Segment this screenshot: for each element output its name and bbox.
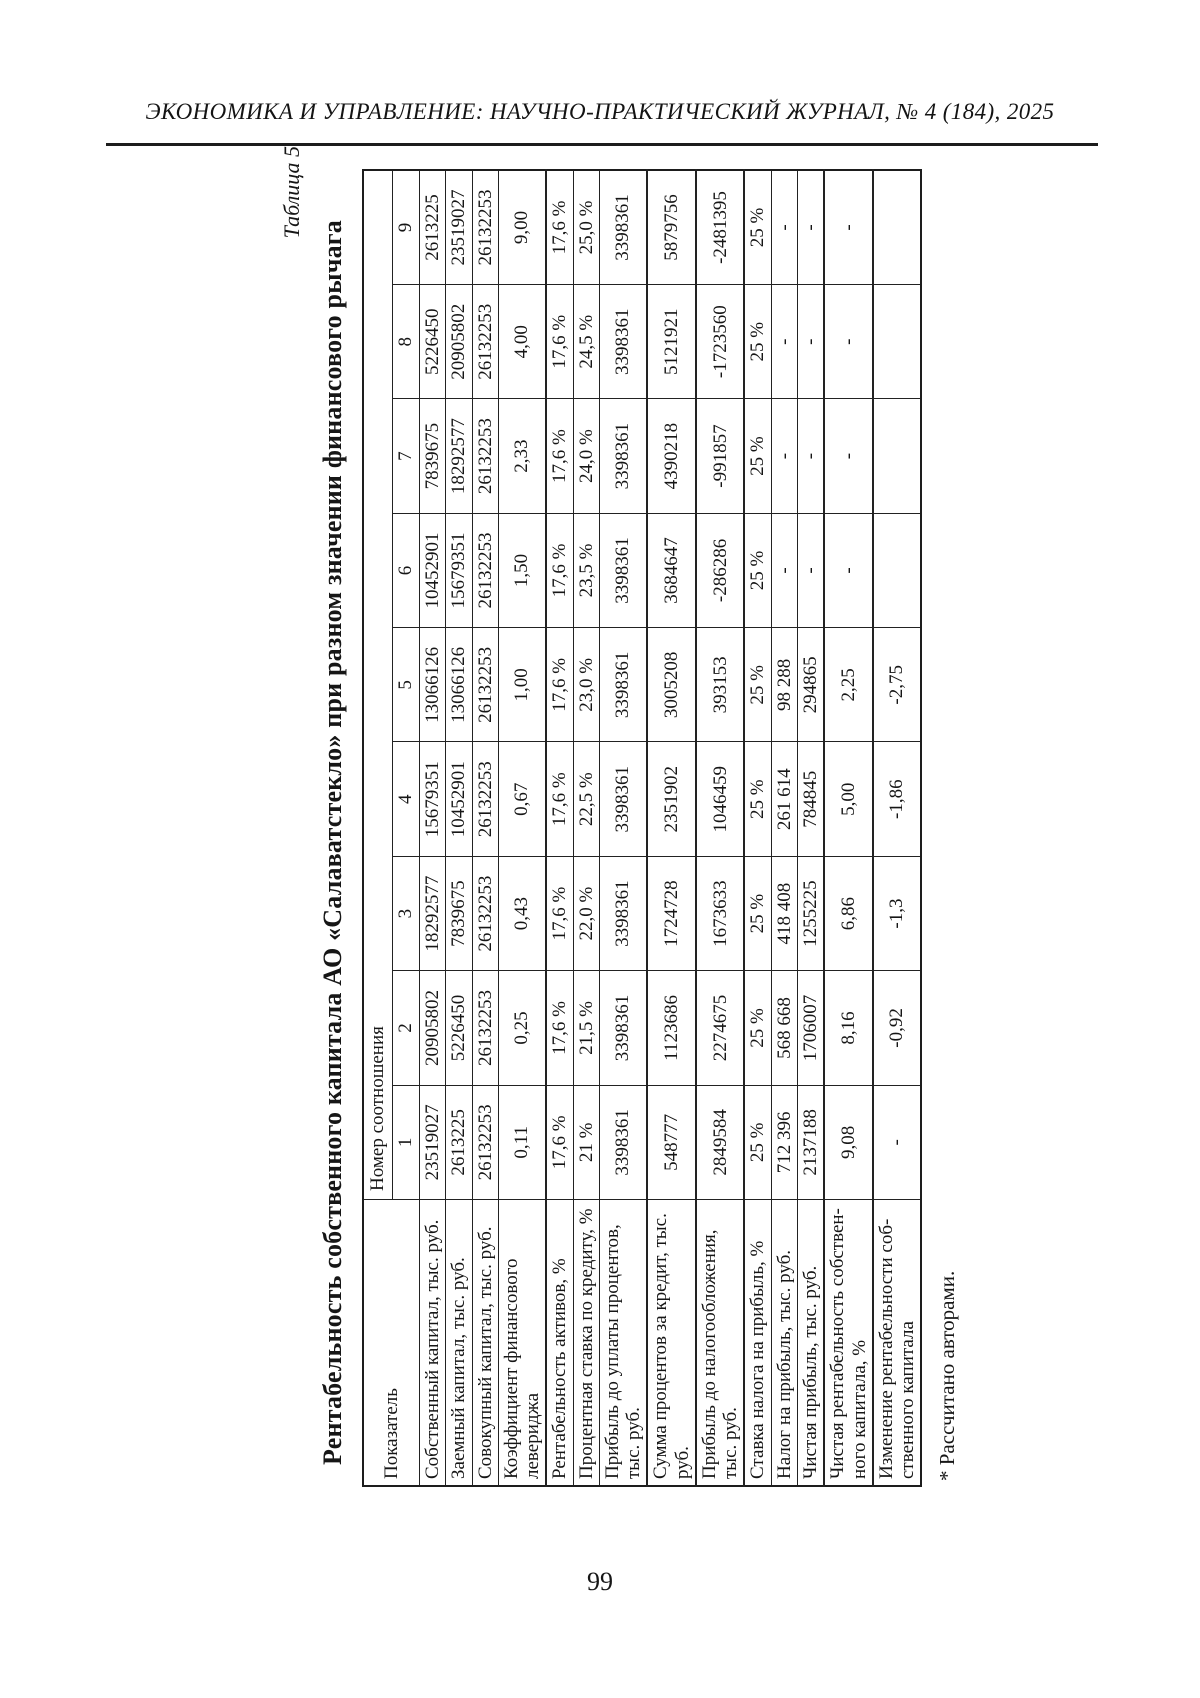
data-table bbox=[362, 169, 922, 1487]
value-cell: 17,6 % bbox=[546, 285, 573, 399]
value-cell: 25 % bbox=[744, 399, 771, 513]
value-cell: - bbox=[797, 170, 824, 285]
value-cell: - bbox=[824, 513, 873, 627]
group-header-row bbox=[363, 170, 393, 1486]
value-cell: 24,0 % bbox=[573, 399, 599, 513]
value-cell: 393153 bbox=[696, 628, 745, 742]
value-cell: - bbox=[797, 285, 824, 399]
value-cell: - bbox=[771, 513, 797, 627]
value-cell bbox=[873, 285, 922, 399]
value-cell: 17,6 % bbox=[546, 628, 573, 742]
row-label-cell: Рентабельность активов, % bbox=[546, 1200, 573, 1487]
value-cell: -1723560 bbox=[696, 285, 745, 399]
row-label-cell: Чистая рентабельность собствен- ного капитала, % bbox=[824, 1200, 873, 1487]
value-cell: - bbox=[771, 399, 797, 513]
value-cell: 1673633 bbox=[696, 856, 745, 970]
value-cell: 5,00 bbox=[824, 742, 873, 856]
value-cell: 25 % bbox=[744, 742, 771, 856]
row-label-cell: Прибыль до налогообложения, тыс. руб. bbox=[696, 1200, 745, 1487]
value-cell: 261 614 bbox=[771, 742, 797, 856]
value-cell: 3398361 bbox=[599, 628, 647, 742]
value-cell: 25 % bbox=[744, 856, 771, 970]
value-cell: 712 396 bbox=[771, 1085, 797, 1199]
value-cell: 3684647 bbox=[647, 513, 696, 627]
table-head bbox=[363, 170, 420, 1486]
value-cell: 20905802 bbox=[446, 285, 472, 399]
value-cell: 1,00 bbox=[498, 628, 546, 742]
value-cell: 8,16 bbox=[824, 971, 873, 1085]
value-cell: - bbox=[824, 285, 873, 399]
column-number-cell: 5 bbox=[393, 628, 420, 742]
value-cell: 3398361 bbox=[599, 170, 647, 285]
value-cell: - bbox=[771, 285, 797, 399]
value-cell: 25 % bbox=[744, 971, 771, 1085]
value-cell: 1255225 bbox=[797, 856, 824, 970]
value-cell: - bbox=[873, 1085, 922, 1199]
row-label-cell: Коэффициент финансового левериджа bbox=[498, 1200, 546, 1487]
value-cell: 26132253 bbox=[472, 742, 498, 856]
value-cell: 23519027 bbox=[446, 170, 472, 285]
column-number-cell: 2 bbox=[393, 971, 420, 1085]
table-row bbox=[573, 170, 599, 1486]
value-cell: - bbox=[824, 170, 873, 285]
value-cell: 568 668 bbox=[771, 971, 797, 1085]
value-cell: 4390218 bbox=[647, 399, 696, 513]
value-cell: 18292577 bbox=[446, 399, 472, 513]
journal-header: ЭКОНОМИКА И УПРАВЛЕНИЕ: НАУЧНО-ПРАКТИЧЕСКИЙ ЖУРНАЛ, № 4 (184), 2025 bbox=[145, 99, 1055, 124]
table-row bbox=[647, 170, 696, 1486]
table-row bbox=[420, 170, 446, 1486]
value-cell: 2,25 bbox=[824, 628, 873, 742]
value-cell: 2351902 bbox=[647, 742, 696, 856]
column-number-cell: 4 bbox=[393, 742, 420, 856]
value-cell: 21,5 % bbox=[573, 971, 599, 1085]
value-cell: 25 % bbox=[744, 513, 771, 627]
table-row bbox=[546, 170, 573, 1486]
value-cell: -2481395 bbox=[696, 170, 745, 285]
column-number-cell: 1 bbox=[393, 1085, 420, 1199]
table-number-caption: Таблица 5 bbox=[279, 146, 304, 239]
value-cell: 6,86 bbox=[824, 856, 873, 970]
row-label-cell: Собственный капитал, тыс. руб. bbox=[420, 1200, 446, 1487]
value-cell: -991857 bbox=[696, 399, 745, 513]
row-label-cell: Прибыль до уплаты процентов, тыс. руб. bbox=[599, 1200, 647, 1487]
value-cell: 1724728 bbox=[647, 856, 696, 970]
value-cell: 3398361 bbox=[599, 513, 647, 627]
value-cell: 2849584 bbox=[696, 1085, 745, 1199]
value-cell: 22,5 % bbox=[573, 742, 599, 856]
page-number: 99 bbox=[587, 1567, 613, 1596]
table-title: Рентабельность собственного капитала АО «Салаватстекло» при разном значении финансового рычага bbox=[318, 220, 347, 1465]
table-row bbox=[824, 170, 873, 1486]
value-cell: 5121921 bbox=[647, 285, 696, 399]
group-header-cell: Номер соотношения bbox=[363, 170, 393, 1200]
row-label-cell: Заемный капитал, тыс. руб. bbox=[446, 1200, 472, 1487]
table-row bbox=[696, 170, 745, 1486]
value-cell: 26132253 bbox=[472, 1085, 498, 1199]
footnote: * Рассчитано авторами. bbox=[935, 1270, 960, 1481]
value-cell: 3398361 bbox=[599, 856, 647, 970]
value-cell: 0,67 bbox=[498, 742, 546, 856]
value-cell: 26132253 bbox=[472, 628, 498, 742]
row-label-cell: Сумма процентов за кредит, тыс. руб. bbox=[647, 1200, 696, 1487]
value-cell: 0,11 bbox=[498, 1085, 546, 1199]
table-row bbox=[873, 170, 922, 1486]
value-cell: 13066126 bbox=[420, 628, 446, 742]
value-cell: 418 408 bbox=[771, 856, 797, 970]
value-cell: 98 288 bbox=[771, 628, 797, 742]
value-cell: 26132253 bbox=[472, 856, 498, 970]
value-cell: 3398361 bbox=[599, 742, 647, 856]
value-cell: 23519027 bbox=[420, 1085, 446, 1199]
table-body bbox=[420, 170, 922, 1486]
value-cell bbox=[873, 170, 922, 285]
value-cell: 18292577 bbox=[420, 856, 446, 970]
value-cell: 26132253 bbox=[472, 971, 498, 1085]
value-cell: 2613225 bbox=[420, 170, 446, 285]
table-row bbox=[797, 170, 824, 1486]
value-cell: 15679351 bbox=[420, 742, 446, 856]
column-number-cell: 9 bbox=[393, 170, 420, 285]
value-cell: -286286 bbox=[696, 513, 745, 627]
row-label-cell: Чистая прибыль, тыс. руб. bbox=[797, 1200, 824, 1487]
value-cell: -1,3 bbox=[873, 856, 922, 970]
value-cell: 784845 bbox=[797, 742, 824, 856]
value-cell: 5226450 bbox=[420, 285, 446, 399]
value-cell: 24,5 % bbox=[573, 285, 599, 399]
value-cell: 25 % bbox=[744, 1085, 771, 1199]
value-cell: 17,6 % bbox=[546, 742, 573, 856]
value-cell: - bbox=[771, 170, 797, 285]
value-cell: 2613225 bbox=[446, 1085, 472, 1199]
value-cell: 17,6 % bbox=[546, 513, 573, 627]
table-row bbox=[599, 170, 647, 1486]
value-cell: 4,00 bbox=[498, 285, 546, 399]
value-cell: 1,50 bbox=[498, 513, 546, 627]
value-cell: 3005208 bbox=[647, 628, 696, 742]
value-cell: 1706007 bbox=[797, 971, 824, 1085]
column-number-cell: 3 bbox=[393, 856, 420, 970]
column-number-cell: 7 bbox=[393, 399, 420, 513]
value-cell: 10452901 bbox=[420, 513, 446, 627]
value-cell: 5879756 bbox=[647, 170, 696, 285]
value-cell: 7839675 bbox=[420, 399, 446, 513]
value-cell: - bbox=[824, 399, 873, 513]
value-cell: 25 % bbox=[744, 285, 771, 399]
table-row bbox=[498, 170, 546, 1486]
value-cell: 25 % bbox=[744, 170, 771, 285]
value-cell bbox=[873, 399, 922, 513]
value-cell: 294865 bbox=[797, 628, 824, 742]
value-cell: 17,6 % bbox=[546, 856, 573, 970]
value-cell: 17,6 % bbox=[546, 170, 573, 285]
value-cell: 5226450 bbox=[446, 971, 472, 1085]
row-label-cell: Ставка налога на прибыль, % bbox=[744, 1200, 771, 1487]
indicator-header-cell: Показатель bbox=[363, 1200, 420, 1487]
value-cell: 26132253 bbox=[472, 513, 498, 627]
value-cell: 13066126 bbox=[446, 628, 472, 742]
value-cell bbox=[873, 513, 922, 627]
value-cell: 17,6 % bbox=[546, 971, 573, 1085]
value-cell: 26132253 bbox=[472, 399, 498, 513]
value-cell: 9,08 bbox=[824, 1085, 873, 1199]
value-cell: 26132253 bbox=[472, 170, 498, 285]
row-label-cell: Процентная ставка по кредиту, % bbox=[573, 1200, 599, 1487]
value-cell: 2137188 bbox=[797, 1085, 824, 1199]
value-cell: 22,0 % bbox=[573, 856, 599, 970]
value-cell: -1,86 bbox=[873, 742, 922, 856]
value-cell: 15679351 bbox=[446, 513, 472, 627]
value-cell: - bbox=[797, 399, 824, 513]
value-cell: 25,0 % bbox=[573, 170, 599, 285]
value-cell: 17,6 % bbox=[546, 1085, 573, 1199]
value-cell: 25 % bbox=[744, 628, 771, 742]
value-cell: 17,6 % bbox=[546, 399, 573, 513]
value-cell: 548777 bbox=[647, 1085, 696, 1199]
row-label-cell: Изменение рентабельности соб- ственного капитала bbox=[873, 1200, 922, 1487]
value-cell: 10452901 bbox=[446, 742, 472, 856]
value-cell: -0,92 bbox=[873, 971, 922, 1085]
value-cell: 3398361 bbox=[599, 285, 647, 399]
value-cell: -2,75 bbox=[873, 628, 922, 742]
row-label-cell: Совокупный капитал, тыс. руб. bbox=[472, 1200, 498, 1487]
value-cell: 0,43 bbox=[498, 856, 546, 970]
value-cell: 21 % bbox=[573, 1085, 599, 1199]
value-cell: 1123686 bbox=[647, 971, 696, 1085]
value-cell: 7839675 bbox=[446, 856, 472, 970]
value-cell: 3398361 bbox=[599, 1085, 647, 1199]
value-cell: 23,0 % bbox=[573, 628, 599, 742]
value-cell: 0,25 bbox=[498, 971, 546, 1085]
value-cell: 2,33 bbox=[498, 399, 546, 513]
column-number-cell: 6 bbox=[393, 513, 420, 627]
table-row bbox=[446, 170, 472, 1486]
value-cell: 20905802 bbox=[420, 971, 446, 1085]
table-row bbox=[744, 170, 771, 1486]
table-row bbox=[771, 170, 797, 1486]
rotated-table-block bbox=[278, 140, 960, 1545]
value-cell: 9,00 bbox=[498, 170, 546, 285]
value-cell: 1046459 bbox=[696, 742, 745, 856]
value-cell: 2274675 bbox=[696, 971, 745, 1085]
value-cell: 3398361 bbox=[599, 399, 647, 513]
value-cell: - bbox=[797, 513, 824, 627]
row-label-cell: Налог на прибыль, тыс. руб. bbox=[771, 1200, 797, 1487]
value-cell: 23,5 % bbox=[573, 513, 599, 627]
column-number-cell: 8 bbox=[393, 285, 420, 399]
value-cell: 26132253 bbox=[472, 285, 498, 399]
value-cell: 3398361 bbox=[599, 971, 647, 1085]
table-row bbox=[472, 170, 498, 1486]
